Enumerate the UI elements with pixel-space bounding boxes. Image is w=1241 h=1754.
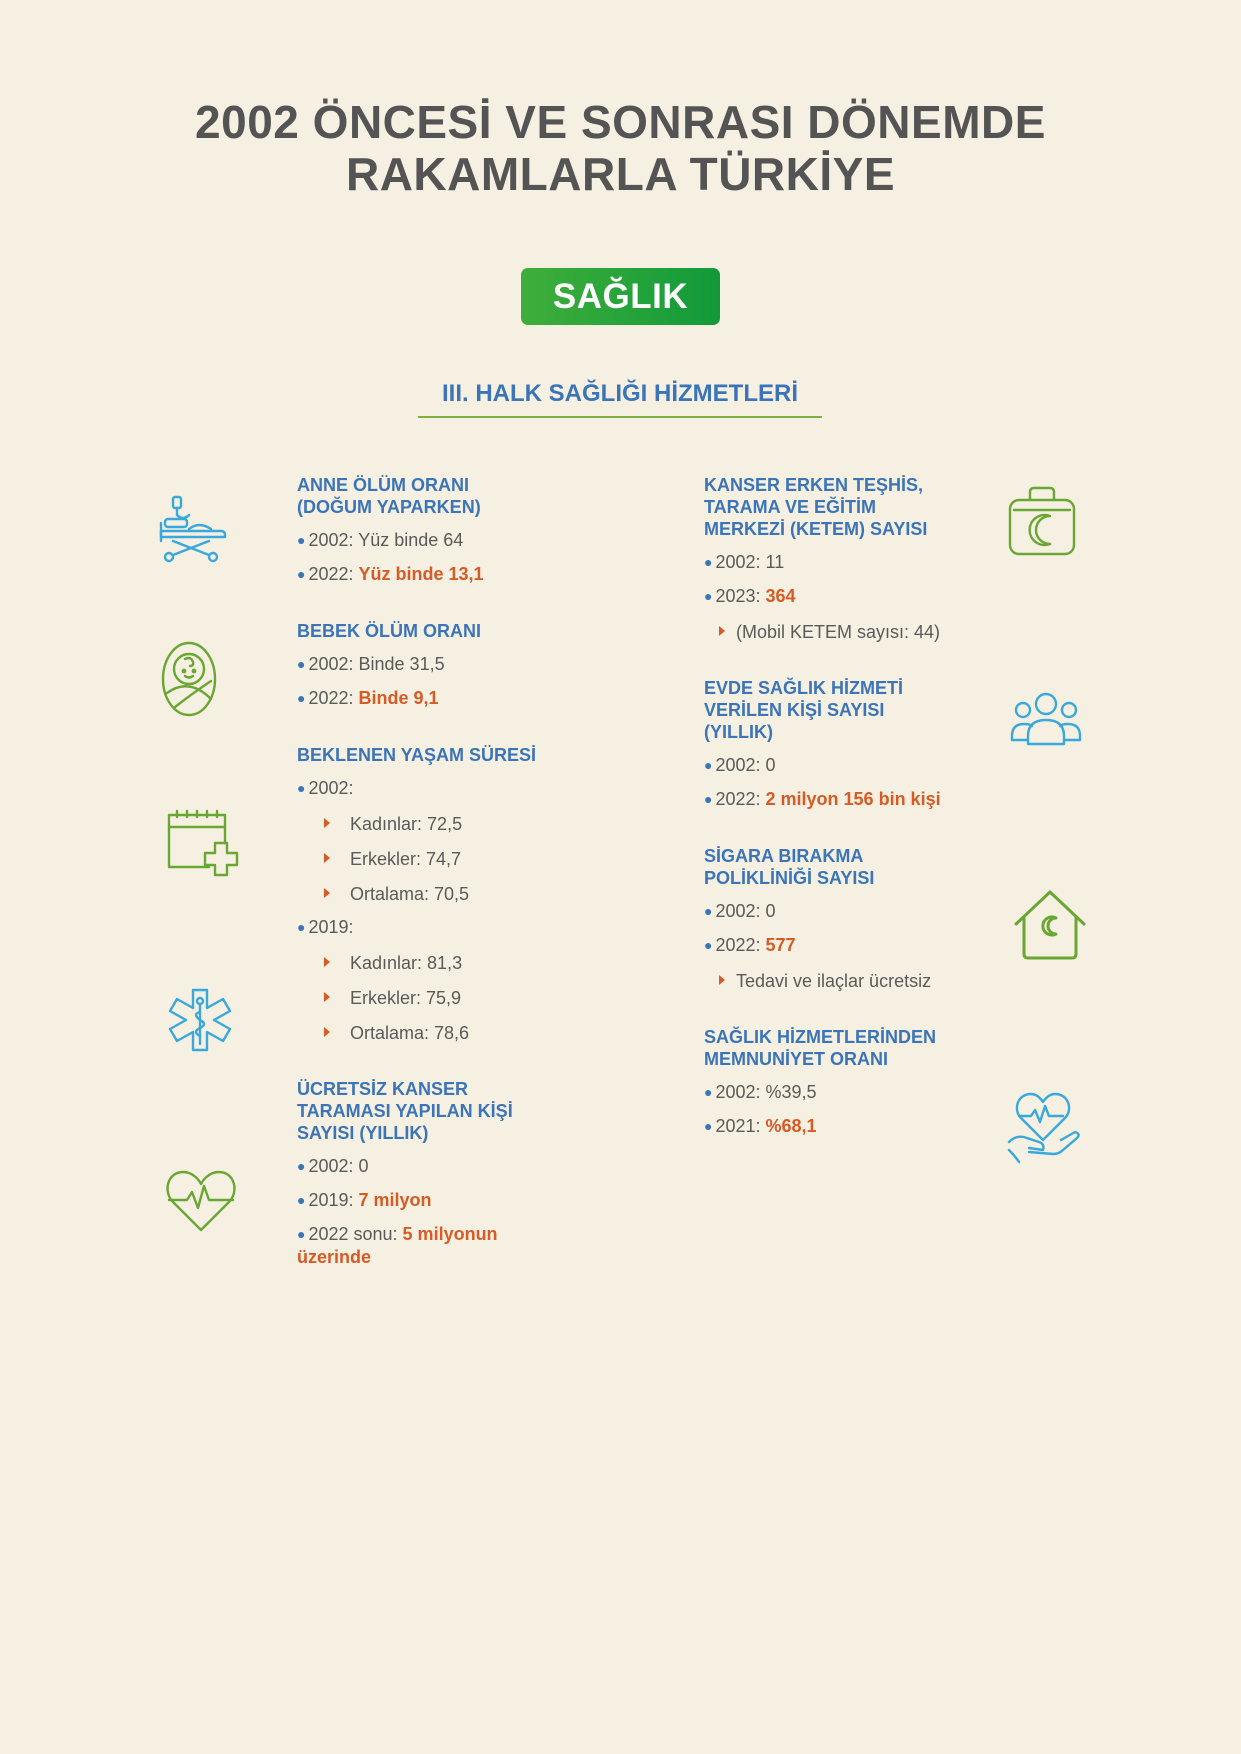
category-badge: SAĞLIK	[521, 268, 720, 325]
list-item: ● 2002: 11	[704, 552, 785, 572]
hospital-bed-icon	[155, 493, 231, 569]
cancer-screening-title	[297, 1078, 557, 1144]
ketem-title-line-3: MERKEZİ (KETEM) SAYISI	[704, 519, 928, 539]
smoking-title-line-1: SİGARA BIRAKMA	[704, 846, 864, 866]
right-column	[704, 474, 964, 1172]
highlight-value: Yüz binde 13,1	[358, 564, 484, 584]
house-crescent-icon	[1012, 888, 1088, 964]
baby-icon	[151, 641, 227, 717]
arrow-right-icon	[719, 626, 725, 636]
medical-bag-crescent-icon	[1004, 482, 1080, 558]
smoking-title-line-2: POLİKLİNİĞİ SAYISI	[704, 868, 875, 888]
list-item-text: 2022:	[715, 789, 766, 809]
calendar-plus-icon	[163, 807, 239, 883]
sub-item-text: Kadınlar: 72,5	[350, 814, 463, 834]
satisfaction-block	[704, 1026, 964, 1138]
infant-mortality-block	[297, 620, 557, 710]
ketem-title	[704, 474, 964, 540]
arrow-right-icon	[324, 888, 330, 898]
list-item: ● 2002: %39,5	[704, 1082, 817, 1102]
highlight-value: 7 milyon	[358, 1190, 432, 1210]
list-item: ● 2002: 0	[297, 1156, 369, 1176]
home-health-block	[704, 677, 964, 811]
page-title-line-2: RAKAMLARLA TÜRKİYE	[345, 148, 896, 200]
list-item-text: 2023:	[715, 586, 766, 606]
list-item: ● 2002:	[297, 778, 354, 798]
sub-list-item	[297, 883, 557, 905]
highlight-value: 577	[765, 935, 796, 955]
ketem-block	[704, 474, 964, 643]
list-item-text: 2002: Binde 31,5	[308, 654, 445, 674]
list-item: ● 2002: 0	[704, 901, 776, 921]
infant-mortality-title: BEBEK ÖLÜM ORANI	[297, 621, 481, 641]
list-item: ● 2002: 0	[704, 755, 776, 775]
sub-item-text: Ortalama: 78,6	[350, 1023, 470, 1043]
home-title-line-1: EVDE SAĞLIK HİZMETİ	[704, 678, 904, 698]
list-item-text: 2021:	[715, 1116, 766, 1136]
highlight-value: %68,1	[765, 1116, 817, 1136]
page-title	[0, 96, 1241, 200]
heart-pulse-icon	[163, 1162, 239, 1238]
list-item: ● 2022: 2 milyon 156 bin kişi	[704, 789, 941, 809]
left-column	[297, 474, 557, 1302]
sub-list-item	[297, 848, 557, 870]
satisfaction-title-line-1: SAĞLIK HİZMETLERİNDEN	[704, 1027, 936, 1047]
arrow-right-icon	[324, 957, 330, 967]
list-item: ● 2022: 577	[704, 935, 796, 955]
list-item: ● 2022: Yüz binde 13,1	[297, 564, 484, 584]
highlight-value: 2 milyon 156 bin kişi	[765, 789, 941, 809]
list-item-text: 2002: 0	[715, 755, 776, 775]
home-health-title	[704, 677, 964, 743]
sub-item-text: Tedavi ve ilaçlar ücretsiz	[736, 971, 932, 991]
list-item-text: 2002: 0	[308, 1156, 369, 1176]
sub-list-item	[704, 621, 964, 643]
life-expectancy-title: BEKLENEN YAŞAM SÜRESİ	[297, 745, 537, 765]
highlight-value: 5 milyonun üzerinde	[297, 1224, 498, 1267]
life-expectancy-block	[297, 744, 557, 1044]
list-item: ● 2002: Binde 31,5	[297, 654, 445, 674]
list-item: ● 2022 sonu: 5 milyonun üzerinde	[297, 1224, 498, 1267]
sub-item-text: Erkekler: 75,9	[350, 988, 462, 1008]
sub-item-text: Kadınlar: 81,3	[350, 953, 463, 973]
people-group-icon	[1008, 684, 1084, 760]
list-item: ● 2022: Binde 9,1	[297, 688, 439, 708]
highlight-value: 364	[765, 586, 796, 606]
page-title-line-1: 2002 ÖNCESİ VE SONRASI DÖNEMDE	[195, 96, 1046, 148]
highlight-value: Binde 9,1	[358, 688, 439, 708]
section-title: III. HALK SAĞLIĞI HİZMETLERİ	[418, 380, 822, 418]
arrow-right-icon	[324, 853, 330, 863]
sub-list-item	[297, 813, 557, 835]
maternal-title-line-1: ANNE ÖLÜM ORANI	[297, 475, 469, 495]
maternal-mortality-title	[297, 474, 557, 518]
smoking-cessation-title	[704, 845, 964, 889]
list-item: ● 2002: Yüz binde 64	[297, 530, 464, 550]
sub-list-item	[297, 1022, 557, 1044]
list-item-text: 2002: 11	[715, 552, 785, 572]
satisfaction-title-line-2: MEMNUNİYET ORANI	[704, 1049, 888, 1069]
medical-star-of-life-icon	[162, 984, 238, 1060]
hand-heart-pulse-icon	[1005, 1090, 1081, 1166]
ketem-title-line-1: KANSER ERKEN TEŞHİS,	[704, 475, 924, 495]
list-item-text: 2019:	[308, 1190, 359, 1210]
list-item-text: 2022:	[308, 564, 359, 584]
satisfaction-title	[704, 1026, 964, 1070]
list-item: ● 2023: 364	[704, 586, 796, 606]
sub-list-item	[297, 987, 557, 1009]
arrow-right-icon	[719, 975, 725, 985]
maternal-title-line-2: (DOĞUM YAPARKEN)	[297, 497, 481, 517]
sub-item-text: Erkekler: 74,7	[350, 849, 462, 869]
smoking-cessation-block	[704, 845, 964, 992]
list-item-text: 2002:	[308, 778, 354, 798]
list-item: ● 2019:	[297, 917, 354, 937]
cancer-screening-block	[297, 1078, 557, 1268]
list-item: ● 2019: 7 milyon	[297, 1190, 432, 1210]
list-item-text: 2022:	[308, 688, 359, 708]
home-title-line-3: (YILLIK)	[704, 722, 773, 742]
list-item-text: 2002: %39,5	[715, 1082, 817, 1102]
sub-list-item	[704, 970, 964, 992]
ketem-title-line-2: TARAMA VE EĞİTİM	[704, 497, 876, 517]
arrow-right-icon	[324, 992, 330, 1002]
maternal-mortality-block	[297, 474, 557, 586]
list-item: ● 2021: %68,1	[704, 1116, 817, 1136]
arrow-right-icon	[324, 818, 330, 828]
list-item-text: 2019:	[308, 917, 354, 937]
cancer-title-line-1: ÜCRETSİZ KANSER	[297, 1079, 469, 1099]
cancer-title-line-2: TARAMASI YAPILAN KİŞİ	[297, 1101, 513, 1121]
sub-item-text: Ortalama: 70,5	[350, 884, 470, 904]
sub-item-text: (Mobil KETEM sayısı: 44)	[736, 622, 941, 642]
list-item-text: 2022:	[715, 935, 766, 955]
cancer-title-line-3: SAYISI (YILLIK)	[297, 1123, 429, 1143]
sub-list-item	[297, 952, 557, 974]
list-item-text: 2002: 0	[715, 901, 776, 921]
list-item-text: 2022 sonu:	[308, 1224, 403, 1244]
arrow-right-icon	[324, 1027, 330, 1037]
list-item-text: 2002: Yüz binde 64	[308, 530, 464, 550]
home-title-line-2: VERİLEN KİŞİ SAYISI	[704, 700, 885, 720]
